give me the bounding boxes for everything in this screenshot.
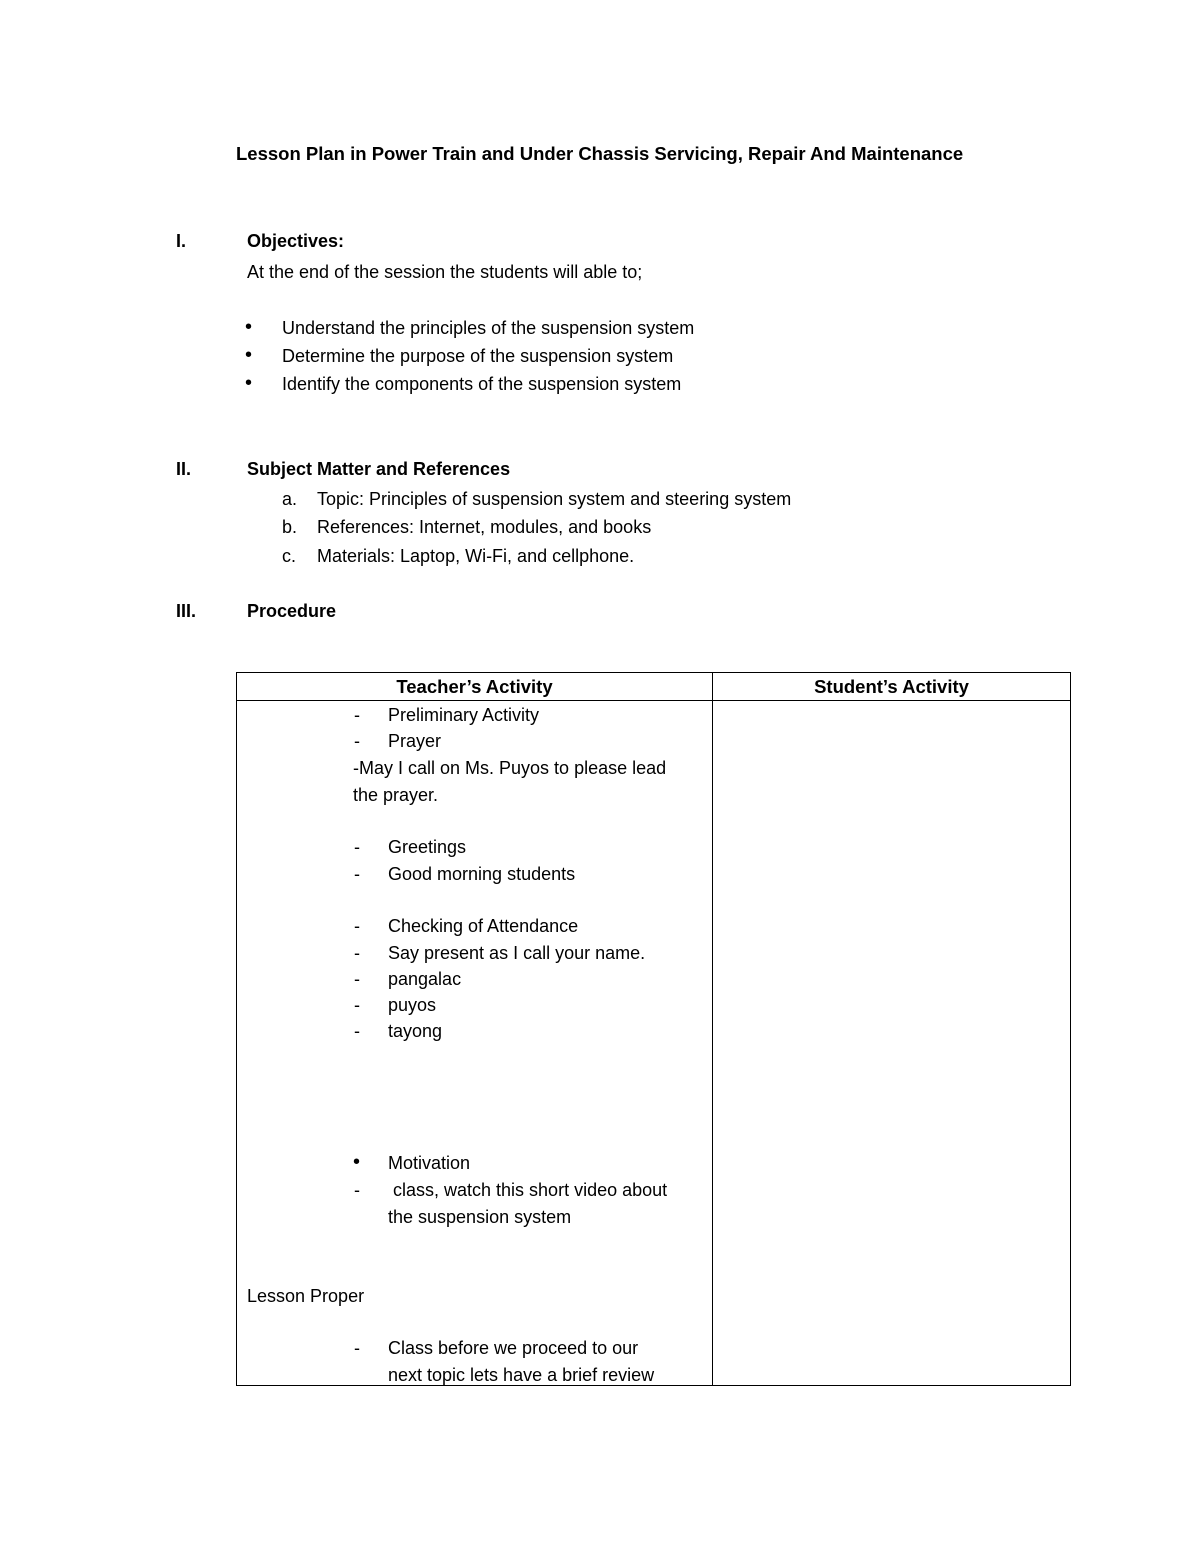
objective-item: Identify the components of the suspension system [282, 374, 682, 394]
section-numeral-objectives: I. [176, 231, 187, 251]
teacher-line: the suspension system [388, 1207, 572, 1227]
section-heading-procedure: Procedure [247, 601, 337, 621]
table-row [237, 701, 1071, 1386]
dash-marker: - [354, 995, 360, 1015]
list-marker: c. [282, 546, 297, 566]
page-title: Lesson Plan in Power Train and Under Chassis Servicing, Repair And Maintenance [236, 143, 964, 164]
dash-marker: - [354, 864, 360, 884]
teacher-line: tayong [388, 1021, 443, 1041]
section-numeral-procedure: III. [176, 601, 197, 621]
teacher-line: Motivation [388, 1153, 471, 1173]
teacher-activity-cell [237, 701, 713, 1386]
objectives-intro: At the end of the session the students will able to; [247, 262, 643, 282]
subject-item: Materials: Laptop, Wi-Fi, and cellphone. [317, 546, 635, 566]
column-header-student: Student’s Activity [713, 673, 1071, 701]
teacher-line: Good morning students [388, 864, 576, 884]
teacher-line: Preliminary Activity [388, 705, 540, 725]
section-numeral-subject: II. [176, 459, 192, 479]
section-heading-objectives: Objectives: [247, 231, 345, 251]
lesson-proper-label: Lesson Proper [247, 1286, 365, 1306]
dash-marker: - [354, 837, 360, 857]
table-header-row [237, 673, 1071, 701]
teacher-line: puyos [388, 995, 437, 1015]
bullet-icon: • [245, 372, 253, 394]
dash-marker: - [354, 1180, 360, 1200]
dash-marker: - [354, 731, 360, 751]
teacher-line: Say present as I call your name. [388, 943, 646, 963]
bullet-icon: • [353, 1151, 361, 1173]
teacher-line: next topic lets have a brief review [388, 1365, 655, 1385]
section-heading-subject: Subject Matter and References [247, 459, 511, 479]
subject-item: Topic: Principles of suspension system and steering system [317, 489, 792, 509]
dash-marker: - [354, 969, 360, 989]
objective-item: Understand the principles of the suspension system [282, 318, 695, 338]
list-marker: b. [282, 517, 298, 537]
teacher-line: -May I call on Ms. Puyos to please lead [353, 758, 667, 778]
dash-marker: - [354, 1021, 360, 1041]
dash-marker: - [354, 1338, 360, 1358]
bullet-icon: • [245, 344, 253, 366]
objective-item: Determine the purpose of the suspension system [282, 346, 674, 366]
teacher-line: Prayer [388, 731, 442, 751]
teacher-line: class, watch this short video about [388, 1180, 668, 1200]
teacher-line: Checking of Attendance [388, 916, 579, 936]
list-marker: a. [282, 489, 298, 509]
bullet-icon: • [245, 316, 253, 338]
teacher-line: Greetings [388, 837, 467, 857]
column-header-teacher: Teacher’s Activity [237, 673, 713, 701]
student-activity-cell [713, 701, 1071, 1386]
procedure-table [236, 672, 1071, 1386]
dash-marker: - [354, 705, 360, 725]
teacher-line: Class before we proceed to our [388, 1338, 639, 1358]
teacher-line: pangalac [388, 969, 462, 989]
dash-marker: - [354, 916, 360, 936]
teacher-line: the prayer. [353, 785, 439, 805]
subject-item: References: Internet, modules, and books [317, 517, 652, 537]
dash-marker: - [354, 943, 360, 963]
